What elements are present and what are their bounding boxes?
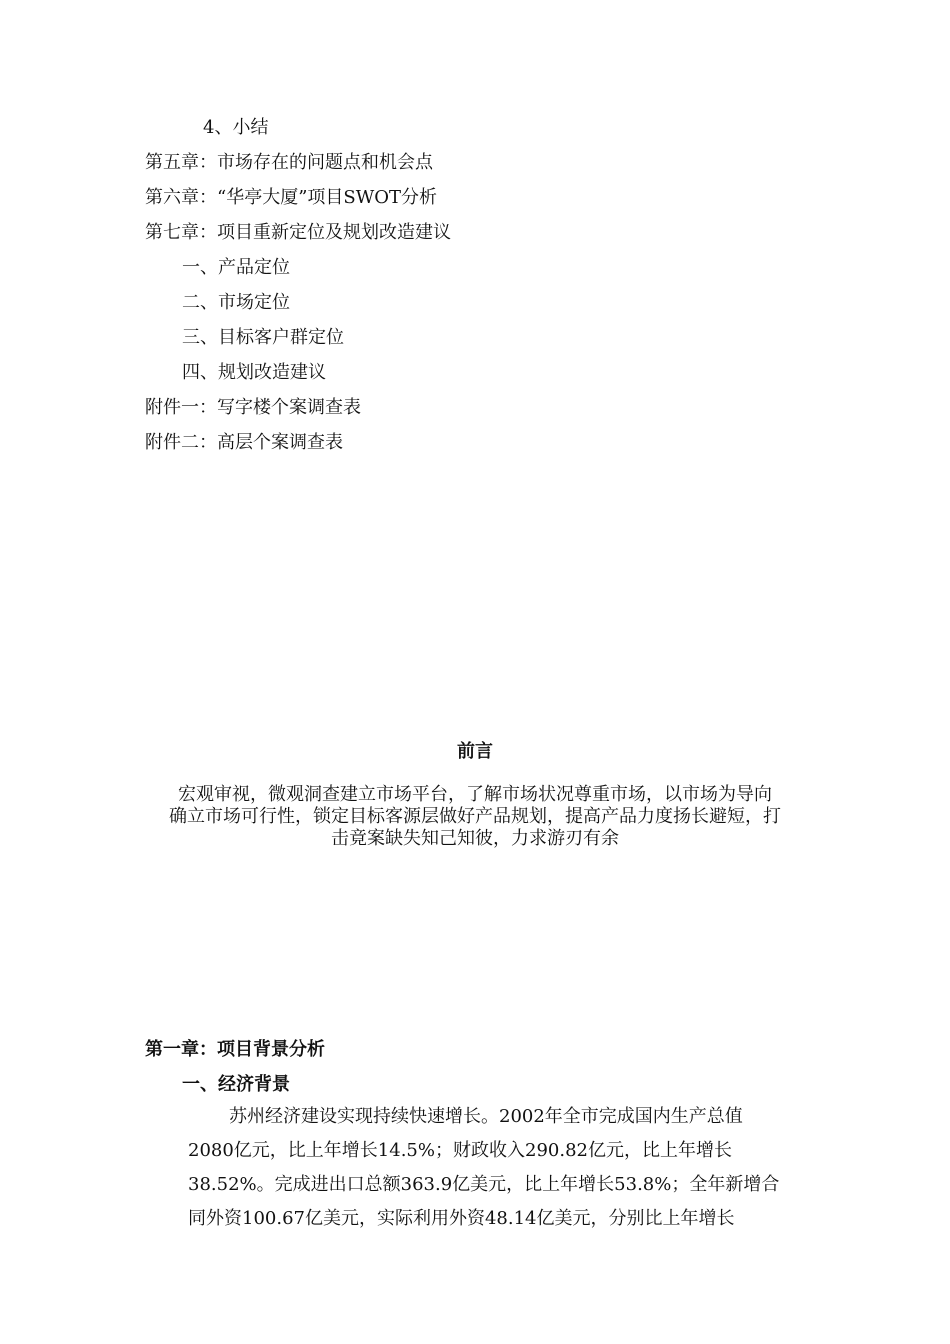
toc-chapter-5: 第五章：市场存在的问题点和机会点: [145, 152, 433, 173]
toc-chapter-6: 第六章：“华亭大厦”项目SWOT分析: [145, 187, 437, 208]
toc-item-planning-suggestion: 四、规划改造建议: [182, 362, 326, 383]
section-economic-background: 一、经济背景: [182, 1074, 290, 1095]
paragraph-line-4: 同外资100.67亿美元，实际利用外资48.14亿美元，分别比上年增长: [188, 1208, 735, 1229]
toc-item-target-customer: 三、目标客户群定位: [182, 327, 344, 348]
toc-chapter-7: 第七章：项目重新定位及规划改造建议: [145, 222, 451, 243]
paragraph-line-3: 38.52%。完成进出口总额363.9亿美元，比上年增长53.8%；全年新增合: [188, 1174, 780, 1195]
toc-appendix-1: 附件一：写字楼个案调查表: [145, 397, 361, 418]
toc-item-product-positioning: 一、产品定位: [182, 257, 290, 278]
paragraph-line-1: 苏州经济建设实现持续快速增长。2002年全市完成国内生产总值: [229, 1106, 743, 1127]
preface-line-1: 宏观审视，微观洞查建立市场平台，了解市场状况尊重市场，以市场为导向: [178, 784, 772, 805]
toc-item-market-positioning: 二、市场定位: [182, 292, 290, 313]
chapter-1-title: 第一章：项目背景分析: [145, 1039, 325, 1060]
preface-title: 前言: [457, 741, 493, 762]
preface-line-2: 确立市场可行性，锁定目标客源层做好产品规划，提高产品力度扬长避短，打: [169, 806, 781, 827]
paragraph-line-2: 2080亿元，比上年增长14.5%；财政收入290.82亿元，比上年增长: [188, 1140, 732, 1161]
preface-line-3: 击竟案缺失知己知彼，力求游刃有余: [331, 828, 619, 849]
toc-appendix-2: 附件二：高层个案调查表: [145, 432, 343, 453]
toc-item-summary: 4、小结: [203, 117, 269, 138]
